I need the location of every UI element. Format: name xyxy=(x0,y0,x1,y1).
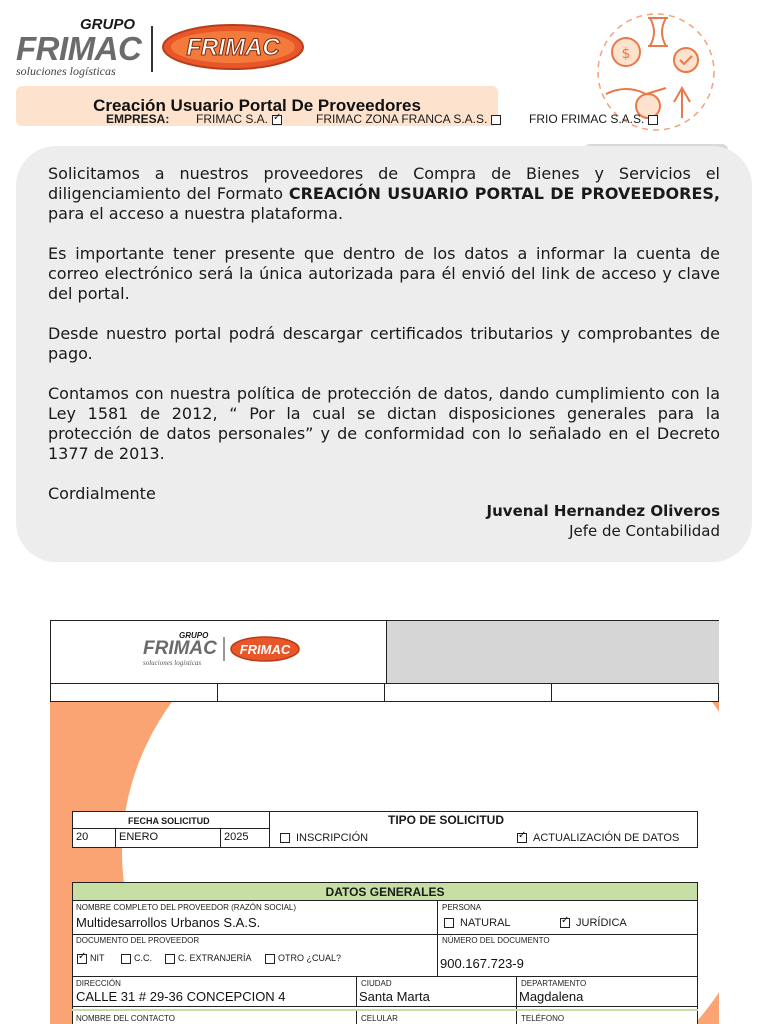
empresa-option-frio[interactable]: FRIO FRIMAC S.A.S. xyxy=(529,112,658,126)
frimac-badge-icon xyxy=(160,22,306,72)
fecha-month[interactable]: ENERO xyxy=(119,831,159,843)
contacto-label: NOMBRE DEL CONTACTO xyxy=(76,1014,175,1023)
depto-value[interactable]: Magdalena xyxy=(519,989,584,1004)
letter-paragraph-3: Desde nuestro portal podrá descargar certificados tributarios y comprobantes de pago. xyxy=(48,324,720,363)
empresa-option-frimac[interactable]: FRIMAC S.A.✓ xyxy=(196,112,282,126)
empresa-option-zona-franca[interactable]: FRIMAC ZONA FRANCA S.A.S. xyxy=(316,112,501,126)
letter-paragraph-2: Es importante tener presente que dentro de los datos a informar la cuenta de correo electrónico será la única autorizada para él envió del link de acceso y clave del portal. xyxy=(48,244,720,303)
empresa-label: EMPRESA: xyxy=(106,112,170,126)
fecha-label: FECHA SOLICITUD xyxy=(128,816,210,826)
divider xyxy=(437,901,438,977)
divider xyxy=(220,828,221,848)
divider xyxy=(72,828,269,829)
nombre-value[interactable]: Multidesarrollos Urbanos S.A.S. xyxy=(76,915,261,930)
divider xyxy=(269,811,270,848)
form-logo-grupo: GRUPO xyxy=(179,631,209,640)
nombre-label: NOMBRE COMPLETO DEL PROVEEDOR (RAZÓN SOCIAL) xyxy=(76,903,297,912)
divider xyxy=(72,934,698,935)
doc-option-extranjeria[interactable]: C. EXTRANJERÍA xyxy=(165,953,252,964)
doc-option-cc[interactable]: C.C. xyxy=(121,953,152,964)
header-cell-1 xyxy=(51,684,218,701)
celular-label: CELULAR xyxy=(361,1014,398,1023)
form-header-gray-cell xyxy=(386,621,719,683)
persona-option-natural[interactable]: NATURAL xyxy=(444,917,511,929)
svg-text:$: $ xyxy=(621,46,631,62)
logo-grupo-text: GRUPO xyxy=(80,16,136,33)
signer-name: Juvenal Hernandez Oliveros xyxy=(486,502,720,520)
checkbox-icon[interactable] xyxy=(517,833,527,843)
badge-text: FRIMAC xyxy=(186,34,280,61)
tipo-option-inscripcion[interactable]: INSCRIPCIÓN xyxy=(280,832,368,844)
persona-option-juridica[interactable]: ✓ JURÍDICA xyxy=(560,917,627,929)
signer-role: Jefe de Contabilidad xyxy=(569,522,720,540)
tipo-option-actualizacion[interactable]: ✓ ACTUALIZACIÓN DE DATOS xyxy=(517,832,679,844)
checkbox-icon[interactable] xyxy=(121,954,131,964)
tipo-label: TIPO DE SOLICITUD xyxy=(388,813,505,827)
datos-generales-header xyxy=(73,883,697,901)
divider xyxy=(516,976,517,1024)
numdoc-value[interactable]: 900.167.723-9 xyxy=(440,956,524,971)
datos-generales-label: DATOS GENERALES xyxy=(325,884,445,899)
letter-paragraph-4: Contamos con nuestra política de protección de datos, dando cumplimiento con la Ley 1581 de 2012, “ Por la cual se dictan disposiciones generales para la protección de datos personales” y de conformidad con lo señalado en el Decreto 1377 de 2013. xyxy=(48,384,720,463)
fecha-year[interactable]: 2025 xyxy=(224,831,249,843)
header-cell-4 xyxy=(552,684,718,701)
letter-closing: Cordialmente xyxy=(48,484,156,503)
numdoc-label: NÚMERO DEL DOCUMENTO xyxy=(442,936,550,945)
divider xyxy=(72,1009,698,1011)
page-title: Creación Usuario Portal De Proveedores xyxy=(93,96,421,115)
checkbox-icon[interactable] xyxy=(272,115,282,125)
letter-paragraph-1: Solicitamos a nuestros proveedores de Compra de Bienes y Servicios el diligenciamiento del Formato CREACIÓN USUARIO PORTAL DE PROVEEDORES, para el acceso a nuestra plataforma. xyxy=(48,164,720,223)
form-badge-icon xyxy=(223,635,301,663)
header-cell-2 xyxy=(218,684,385,701)
checkbox-icon[interactable] xyxy=(444,918,454,928)
checkbox-icon[interactable] xyxy=(491,115,501,125)
logo-tagline: soluciones logísticas xyxy=(16,64,116,78)
divider xyxy=(356,1011,357,1024)
telefono-label: TELÉFONO xyxy=(521,1014,565,1023)
divider xyxy=(356,976,357,1007)
divider xyxy=(115,828,116,848)
doc-option-nit[interactable]: ✓NIT xyxy=(77,953,105,964)
form-header xyxy=(50,620,719,684)
fecha-day[interactable]: 20 xyxy=(76,831,89,843)
persona-label: PERSONA xyxy=(442,903,482,912)
checkbox-icon[interactable] xyxy=(265,954,275,964)
frimac-logo xyxy=(14,14,314,82)
divider xyxy=(72,1006,698,1007)
ciudad-value[interactable]: Santa Marta xyxy=(359,989,430,1004)
doc-label: DOCUMENTO DEL PROVEEDOR xyxy=(76,936,200,945)
checkbox-icon[interactable] xyxy=(280,833,290,843)
doc-option-otro[interactable]: OTRO ¿CUAL? xyxy=(265,953,341,964)
checkbox-icon[interactable] xyxy=(165,954,175,964)
depto-label: DEPARTAMENTO xyxy=(521,979,587,988)
divider xyxy=(72,976,698,977)
checkbox-icon[interactable] xyxy=(648,115,658,125)
form-logo xyxy=(143,631,303,675)
logo-frimac-text: FRIMAC xyxy=(16,30,142,67)
checkbox-icon[interactable] xyxy=(77,954,87,964)
form-logo-name: FRIMAC xyxy=(143,638,217,659)
svg-text:FRIMAC: FRIMAC xyxy=(239,642,291,657)
direccion-value[interactable]: CALLE 31 # 29-36 CONCEPCION 4 xyxy=(76,989,286,1004)
form-logo-tagline: soluciones logísticas xyxy=(143,659,202,667)
form-header-logo-cell xyxy=(51,621,386,683)
logo-separator xyxy=(151,26,153,72)
form-header-row xyxy=(50,684,719,702)
header-cell-3 xyxy=(385,684,552,701)
ciudad-label: CIUDAD xyxy=(361,979,392,988)
direccion-label: DIRECCIÓN xyxy=(76,979,121,988)
checkbox-icon[interactable] xyxy=(560,918,570,928)
letter-body xyxy=(48,164,720,524)
